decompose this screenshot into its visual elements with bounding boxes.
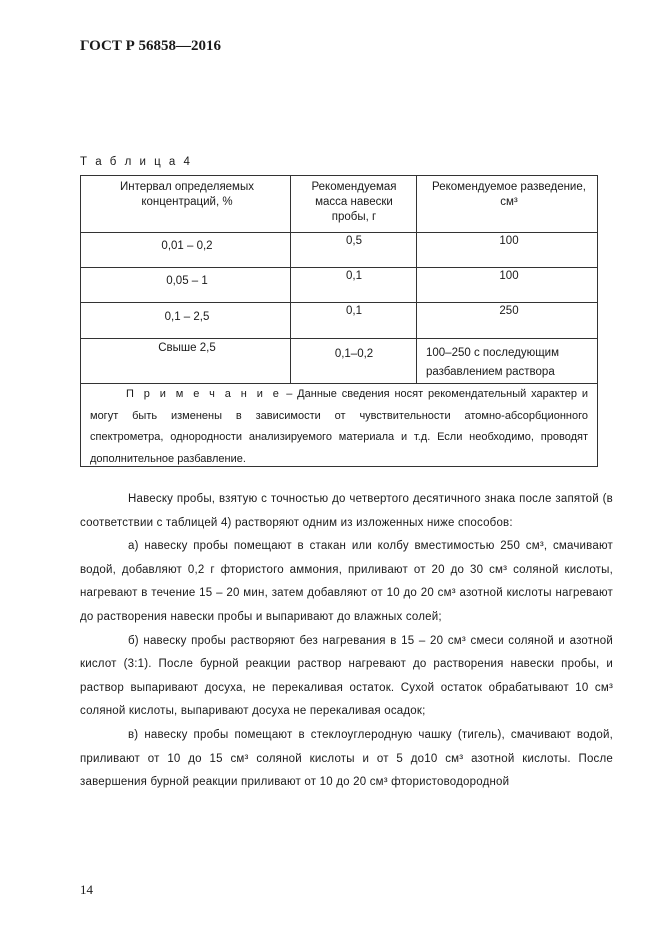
paragraph: в) навеску пробы помещают в стеклоуглеродную чашку (тигель), смачивают водой, приливают от 10 до 15 см³ соляной кислоты и от 5 до10 см³ азотной кислоты. После завершения бурной реакции приливают от 10 до 20 см³ фтористоводородной — [80, 728, 613, 789]
standard-title: ГОСТ Р 56858—2016 — [80, 38, 222, 54]
column-header-dilution: Рекомендуемое разведение, см³ — [432, 181, 586, 208]
table-cell: 0,1 — [346, 305, 362, 317]
column-divider — [290, 176, 291, 383]
row-divider — [81, 232, 597, 233]
paragraph: б) навеску пробы растворяют без нагревания в 15 – 20 см³ смеси соляной и азотной кислот (3:1). После бурной реакции раствор нагревают до растворения навески пробы, и раствор выпаривают досуха, не перекаливая остаток. Сухой остаток обрабатывают 10 см³ соляной кислоты, выпаривают досуха не перекаливая осадок; — [80, 634, 613, 718]
concentration-table — [80, 175, 598, 467]
table-cell: 100 — [499, 270, 519, 282]
row-divider — [81, 338, 597, 339]
table-cell: 0,5 — [346, 235, 362, 247]
table-cell: 0,1 – 2,5 — [164, 311, 210, 323]
table-cell: 100 — [499, 235, 519, 247]
body-text — [80, 488, 613, 795]
paragraph: Навеску пробы, взятую с точностью до четвертого десятичного знака после запятой (в соответствии с таблицей 4) растворяют одним из изложенных ниже способов: — [80, 493, 613, 529]
note-text: – Данные сведения носят рекомендательный характер и могут быть изменены в зависимости от чувствительности атомно-абсорбционного спектрометра, однородности анализируемого материала и т.д. Если необходимо, проводят дополнительное разбавление. — [90, 388, 588, 465]
table-cell: 0,01 – 0,2 — [161, 240, 213, 252]
page-number: 14 — [80, 882, 93, 897]
row-divider — [81, 267, 597, 268]
table-caption: Т а б л и ц а 4 — [80, 156, 193, 168]
table-cell: Свыше 2,5 — [158, 342, 216, 354]
paragraph: а) навеску пробы помещают в стакан или колбу вместимостью 250 см³, смачивают водой, добавляют 0,2 г фтористого аммония, приливают от 20 до 30 см³ соляной кислоты, нагревают в течение 15 – 20 мин, затем добавляют от 10 до 20 см³ азотной кислоты нагревают до растворения навески пробы и выпаривают до влажных солей; — [80, 540, 613, 623]
column-header-interval: Интервал определяемых концентраций, % — [120, 181, 254, 208]
table-cell: 250 — [499, 305, 519, 317]
column-header-mass: Рекомендуемая масса навески пробы, г — [311, 181, 397, 223]
table-note — [90, 384, 588, 470]
note-label: П р и м е ч а н и е — [126, 388, 282, 400]
row-divider — [81, 302, 597, 303]
column-divider — [416, 176, 417, 383]
table-cell: 100–250 с последующим разбавлением раствора — [426, 347, 560, 378]
table-cell: 0,05 – 1 — [166, 275, 208, 287]
table-cell: 0,1–0,2 — [334, 348, 374, 360]
table-cell: 0,1 — [346, 270, 362, 282]
